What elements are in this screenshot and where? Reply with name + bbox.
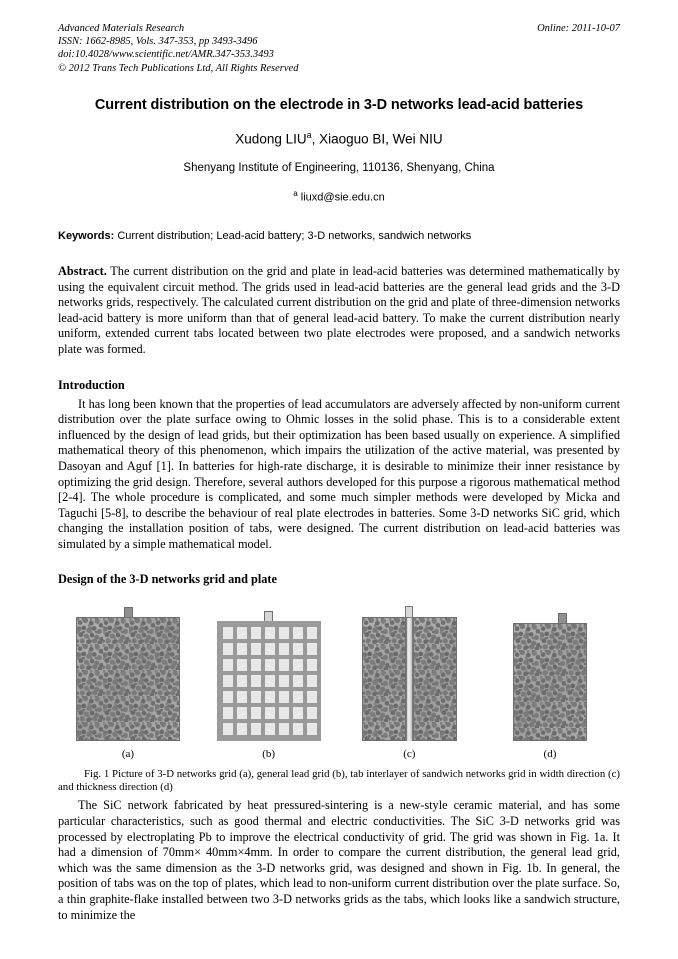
figure-image-c <box>362 601 457 741</box>
abstract-label: Abstract. <box>58 263 107 278</box>
figure-panel-b <box>205 601 333 760</box>
doi-line: doi:10.4028/www.scientific.net/AMR.347-353.3493 <box>58 49 274 61</box>
section-paragraph-design: The SiC network fabricated by heat pressured-sintering is a new-style ceramic material, and has some particular characteristics, such as good thermal and electric conductivities. The SiC 3-D networks grid was processed by electroplating Pb to improve the electrical conductivity of grid. The grid was shown in Fig. 1a. It had a dimension of 70mm× 40mm×4mm. In order to compare the current distribution, the general lead grid, which was the same dimension as the 3-D networks grid, was designed and shown in Fig. 1b. In general, the position of tabs was on the top of plates, which lead to non-uniform current distribution over the plate surface. So, a thin graphite-flake installed between two 3-D networks grids as the tabs, which looks like a sandwich structure, to minimize the <box>58 798 620 922</box>
online-date: Online: 2011-10-07 <box>537 23 620 34</box>
figure-image-d <box>513 601 587 741</box>
issn-line: ISSN: 1662-8985, Vols. 347-353, pp 3493-3496 <box>58 36 258 48</box>
keywords-line <box>58 230 620 242</box>
figure-panel-label-a: (a) <box>121 748 135 761</box>
keywords-value: Current distribution; Lead-acid battery; 3-D networks, sandwich networks <box>117 229 472 242</box>
copyright-line: © 2012 Trans Tech Publications Ltd, All Rights Reserved <box>58 62 299 74</box>
figure-1 <box>58 601 620 794</box>
figure-image-a <box>76 601 180 741</box>
sandwich-grid-image <box>362 617 457 741</box>
figure-panel-label-b: (b) <box>262 748 276 761</box>
page-header <box>58 22 620 75</box>
figure-panel-label-d: (d) <box>543 748 557 761</box>
networks-grid-image <box>76 617 180 741</box>
section-paragraph-introduction: It has long been known that the properties of lead accumulators are adversely affected by non-uniform current distribution over the plate surface owing to Ohmic losses in the solid phase. This is to a considerable extent influenced by the design of lead grids, but their optimization has been based usually on experience. A simplified mathematical theory of this phenomenon, which impairs the utilization of the active material, was presented by Dasoyan and Aguf [1]. In batteries for high-rate discharge, it is desirable to minimize their inner resistance by optimizing the grid design. Therefore, several authors developed for this purpose a rigorous mathematical method [2-4]. The whole procedure is complicated, and some much simpler methods were developed by Micka and Taguchi [5-8], to describe the behaviour of real plate electrodes in batteries. Some 3-D networks SiC grid, which changing the installation position of tabs, were designed. The current distribution on lead-acid batteries was simulated by a simple mathematical model. <box>58 396 620 551</box>
sandwich-right-half <box>413 617 457 741</box>
corresponding-email <box>58 189 620 204</box>
author-primary: Xudong LIU <box>235 131 307 147</box>
author-others: , Xiaoguo BI, Wei NIU <box>311 131 443 147</box>
author-list <box>58 130 620 147</box>
figure-panels-row <box>58 601 620 760</box>
section-heading-design: Design of the 3-D networks grid and plate <box>58 572 277 587</box>
journal-name: Advanced Materials Research <box>58 23 185 34</box>
abstract-block <box>58 264 620 358</box>
figure-image-b <box>217 601 321 741</box>
figure-panel-label-c: (c) <box>403 748 416 761</box>
figure-panel-c <box>345 601 473 760</box>
email-address: liuxd@sie.edu.cn <box>300 191 385 204</box>
figure-caption-line2: width direction (c) and thickness direction (d) <box>58 768 620 794</box>
affiliation: Shenyang Institute of Engineering, 110136, Shenyang, China <box>183 162 495 175</box>
sandwich-tab-icon <box>405 606 413 618</box>
figure-caption-line1: Fig. 1 Picture of 3-D networks grid (a), general lead grid (b), tab interlayer of sandwich networks grid in <box>84 768 537 781</box>
email-marker: a <box>293 189 298 199</box>
thickness-direction-image <box>513 623 587 741</box>
figure-panel-d <box>486 601 614 760</box>
section-heading-introduction: Introduction <box>58 377 125 392</box>
figure-panel-a <box>64 601 192 760</box>
lead-grid-image <box>217 621 321 741</box>
graphite-interlayer <box>406 617 413 741</box>
page-title: Current distribution on the electrode in 3-D networks lead-acid batteries <box>94 96 584 113</box>
figure-caption <box>58 768 620 794</box>
keywords-label: Keywords: <box>58 229 115 242</box>
sandwich-left-half <box>362 617 406 741</box>
abstract-text: The current distribution on the grid and plate in lead-acid batteries was determined mathematically by using the equivalent circuit method. The grids used in lead-acid batteries are the general lead grids and the 3-D networks grids, respectively. The calculated current distribution on the grid and plate of three-dimension networks lead-acid battery is more uniform than that of general lead-acid battery. To make the current distribution nearly uniform, extended current tabs located between two plate electrodes were proposed, and a sandwich networks plate was formed. <box>58 263 620 356</box>
author-affiliation-marker: a <box>306 129 312 140</box>
